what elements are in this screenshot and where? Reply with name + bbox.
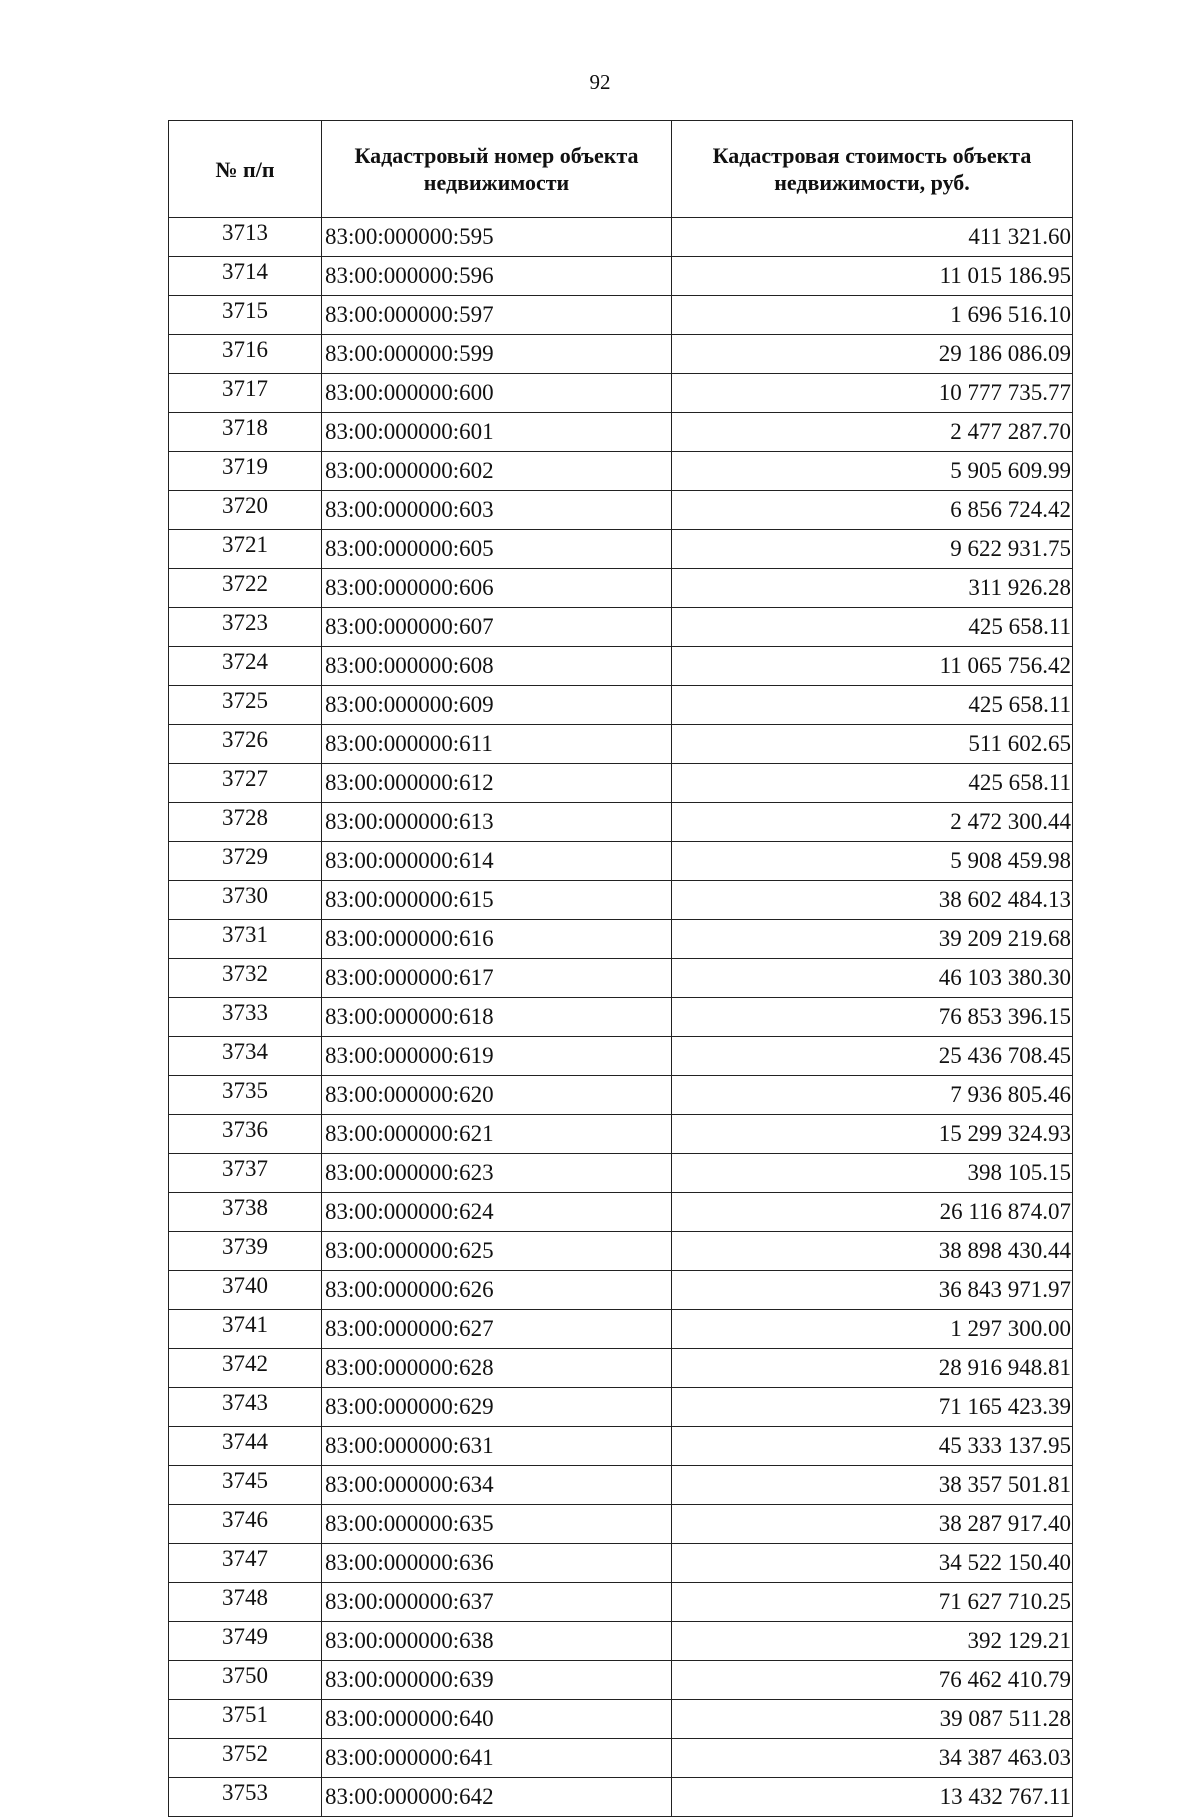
cadastral-value: 9 622 931.75	[672, 530, 1073, 569]
cadastral-number: 83:00:000000:640	[322, 1700, 672, 1739]
row-number: 3735	[169, 1076, 322, 1115]
row-number: 3752	[169, 1739, 322, 1778]
cadastral-value: 15 299 324.93	[672, 1115, 1073, 1154]
table-row	[169, 764, 1073, 803]
row-number: 3749	[169, 1622, 322, 1661]
row-number: 3734	[169, 1037, 322, 1076]
cadastral-number: 83:00:000000:616	[322, 920, 672, 959]
cadastral-value: 425 658.11	[672, 608, 1073, 647]
cadastral-value: 1 696 516.10	[672, 296, 1073, 335]
cadastral-value: 411 321.60	[672, 218, 1073, 257]
table-row	[169, 413, 1073, 452]
row-number: 3737	[169, 1154, 322, 1193]
cadastral-value: 5 908 459.98	[672, 842, 1073, 881]
cadastral-value: 392 129.21	[672, 1622, 1073, 1661]
cadastral-value: 76 853 396.15	[672, 998, 1073, 1037]
table-row	[169, 1700, 1073, 1739]
table-row	[169, 1739, 1073, 1778]
cadastral-number: 83:00:000000:637	[322, 1583, 672, 1622]
cadastral-number: 83:00:000000:626	[322, 1271, 672, 1310]
row-number: 3718	[169, 413, 322, 452]
table-row	[169, 959, 1073, 998]
row-number: 3743	[169, 1388, 322, 1427]
cadastral-number: 83:00:000000:600	[322, 374, 672, 413]
cadastral-number: 83:00:000000:625	[322, 1232, 672, 1271]
cadastral-number: 83:00:000000:628	[322, 1349, 672, 1388]
cadastral-value: 46 103 380.30	[672, 959, 1073, 998]
table-row	[169, 998, 1073, 1037]
row-number: 3725	[169, 686, 322, 725]
cadastral-number: 83:00:000000:596	[322, 257, 672, 296]
cadastral-value: 38 898 430.44	[672, 1232, 1073, 1271]
table-row	[169, 257, 1073, 296]
cadastral-value: 13 432 767.11	[672, 1778, 1073, 1817]
table-row	[169, 1193, 1073, 1232]
row-number: 3721	[169, 530, 322, 569]
cadastral-number: 83:00:000000:602	[322, 452, 672, 491]
header-cadastral-value: Кадастровая стоимость объекта недвижимости, руб.	[672, 121, 1073, 218]
row-number: 3728	[169, 803, 322, 842]
cadastral-number: 83:00:000000:609	[322, 686, 672, 725]
row-number: 3714	[169, 257, 322, 296]
cadastral-number: 83:00:000000:615	[322, 881, 672, 920]
row-number: 3729	[169, 842, 322, 881]
cadastral-number: 83:00:000000:629	[322, 1388, 672, 1427]
row-number: 3744	[169, 1427, 322, 1466]
cadastral-number: 83:00:000000:608	[322, 647, 672, 686]
cadastral-value: 6 856 724.42	[672, 491, 1073, 530]
table-row	[169, 1544, 1073, 1583]
cadastral-value: 34 387 463.03	[672, 1739, 1073, 1778]
row-number: 3751	[169, 1700, 322, 1739]
row-number: 3713	[169, 218, 322, 257]
cadastral-number: 83:00:000000:620	[322, 1076, 672, 1115]
cadastral-number: 83:00:000000:627	[322, 1310, 672, 1349]
cadastral-value: 71 165 423.39	[672, 1388, 1073, 1427]
cadastral-number: 83:00:000000:613	[322, 803, 672, 842]
table-row	[169, 1037, 1073, 1076]
table-row	[169, 920, 1073, 959]
cadastral-number: 83:00:000000:605	[322, 530, 672, 569]
row-number: 3717	[169, 374, 322, 413]
cadastral-value: 311 926.28	[672, 569, 1073, 608]
cadastral-value: 10 777 735.77	[672, 374, 1073, 413]
cadastral-number: 83:00:000000:638	[322, 1622, 672, 1661]
cadastral-value: 38 287 917.40	[672, 1505, 1073, 1544]
table-row	[169, 530, 1073, 569]
row-number: 3746	[169, 1505, 322, 1544]
row-number: 3719	[169, 452, 322, 491]
cadastral-number: 83:00:000000:599	[322, 335, 672, 374]
cadastral-number: 83:00:000000:636	[322, 1544, 672, 1583]
table-row	[169, 569, 1073, 608]
cadastral-value: 39 087 511.28	[672, 1700, 1073, 1739]
table-row	[169, 1388, 1073, 1427]
header-cadastral-number: Кадастровый номер объекта недвижимости	[322, 121, 672, 218]
table-row	[169, 1115, 1073, 1154]
row-number: 3731	[169, 920, 322, 959]
row-number: 3742	[169, 1349, 322, 1388]
header-row	[169, 121, 1073, 218]
cadastral-number: 83:00:000000:639	[322, 1661, 672, 1700]
cadastral-number: 83:00:000000:614	[322, 842, 672, 881]
cadastral-value: 398 105.15	[672, 1154, 1073, 1193]
cadastral-value: 7 936 805.46	[672, 1076, 1073, 1115]
table-row	[169, 1427, 1073, 1466]
row-number: 3724	[169, 647, 322, 686]
cadastral-value: 71 627 710.25	[672, 1583, 1073, 1622]
row-number: 3748	[169, 1583, 322, 1622]
row-number: 3726	[169, 725, 322, 764]
table-row	[169, 452, 1073, 491]
cadastral-number: 83:00:000000:634	[322, 1466, 672, 1505]
row-number: 3727	[169, 764, 322, 803]
row-number: 3739	[169, 1232, 322, 1271]
cadastral-value: 11 015 186.95	[672, 257, 1073, 296]
cadastral-value: 76 462 410.79	[672, 1661, 1073, 1700]
table-row	[169, 1154, 1073, 1193]
cadastral-number: 83:00:000000:603	[322, 491, 672, 530]
table-row	[169, 1583, 1073, 1622]
row-number: 3730	[169, 881, 322, 920]
table-row	[169, 725, 1073, 764]
table-row	[169, 842, 1073, 881]
table-header	[169, 121, 1073, 218]
cadastral-value: 38 357 501.81	[672, 1466, 1073, 1505]
cadastral-value: 511 602.65	[672, 725, 1073, 764]
cadastral-number: 83:00:000000:607	[322, 608, 672, 647]
table-row	[169, 374, 1073, 413]
row-number: 3738	[169, 1193, 322, 1232]
table-row	[169, 1349, 1073, 1388]
table-row	[169, 1661, 1073, 1700]
row-number: 3741	[169, 1310, 322, 1349]
row-number: 3716	[169, 335, 322, 374]
cadastral-value: 25 436 708.45	[672, 1037, 1073, 1076]
cadastral-value: 28 916 948.81	[672, 1349, 1073, 1388]
table-row	[169, 218, 1073, 257]
cadastral-number: 83:00:000000:642	[322, 1778, 672, 1817]
table-row	[169, 296, 1073, 335]
cadastral-number: 83:00:000000:601	[322, 413, 672, 452]
cadastral-number: 83:00:000000:619	[322, 1037, 672, 1076]
cadastral-value: 5 905 609.99	[672, 452, 1073, 491]
table-row	[169, 335, 1073, 374]
row-number: 3747	[169, 1544, 322, 1583]
table-row	[169, 1505, 1073, 1544]
header-row-number: № п/п	[169, 121, 322, 218]
cadastral-value: 1 297 300.00	[672, 1310, 1073, 1349]
table-row	[169, 686, 1073, 725]
cadastral-number: 83:00:000000:618	[322, 998, 672, 1037]
table-row	[169, 803, 1073, 842]
cadastral-number: 83:00:000000:595	[322, 218, 672, 257]
table-row	[169, 1622, 1073, 1661]
cadastral-value: 2 472 300.44	[672, 803, 1073, 842]
table-row	[169, 1778, 1073, 1817]
cadastral-value: 29 186 086.09	[672, 335, 1073, 374]
table-row	[169, 1076, 1073, 1115]
row-number: 3736	[169, 1115, 322, 1154]
table-row	[169, 491, 1073, 530]
cadastral-value: 425 658.11	[672, 686, 1073, 725]
cadastral-value: 2 477 287.70	[672, 413, 1073, 452]
row-number: 3733	[169, 998, 322, 1037]
row-number: 3722	[169, 569, 322, 608]
row-number: 3715	[169, 296, 322, 335]
table-row	[169, 1232, 1073, 1271]
cadastral-value: 34 522 150.40	[672, 1544, 1073, 1583]
cadastral-number: 83:00:000000:641	[322, 1739, 672, 1778]
cadastral-value: 425 658.11	[672, 764, 1073, 803]
page-number: 92	[589, 70, 611, 94]
cadastral-value-table	[168, 120, 1073, 1817]
cadastral-number: 83:00:000000:612	[322, 764, 672, 803]
row-number: 3732	[169, 959, 322, 998]
table-row	[169, 1310, 1073, 1349]
cadastral-number: 83:00:000000:606	[322, 569, 672, 608]
row-number: 3750	[169, 1661, 322, 1700]
table-row	[169, 881, 1073, 920]
table-row	[169, 1466, 1073, 1505]
row-number: 3753	[169, 1778, 322, 1817]
row-number: 3723	[169, 608, 322, 647]
row-number: 3720	[169, 491, 322, 530]
cadastral-value: 26 116 874.07	[672, 1193, 1073, 1232]
cadastral-number: 83:00:000000:623	[322, 1154, 672, 1193]
cadastral-number: 83:00:000000:635	[322, 1505, 672, 1544]
table-row	[169, 1271, 1073, 1310]
table-row	[169, 647, 1073, 686]
cadastral-value: 36 843 971.97	[672, 1271, 1073, 1310]
cadastral-number: 83:00:000000:611	[322, 725, 672, 764]
table-body	[169, 218, 1073, 1817]
table-row	[169, 608, 1073, 647]
row-number: 3745	[169, 1466, 322, 1505]
cadastral-number: 83:00:000000:624	[322, 1193, 672, 1232]
cadastral-number: 83:00:000000:617	[322, 959, 672, 998]
cadastral-number: 83:00:000000:597	[322, 296, 672, 335]
cadastral-number: 83:00:000000:631	[322, 1427, 672, 1466]
cadastral-value: 45 333 137.95	[672, 1427, 1073, 1466]
row-number: 3740	[169, 1271, 322, 1310]
cadastral-value: 38 602 484.13	[672, 881, 1073, 920]
cadastral-value: 39 209 219.68	[672, 920, 1073, 959]
cadastral-value: 11 065 756.42	[672, 647, 1073, 686]
cadastral-number: 83:00:000000:621	[322, 1115, 672, 1154]
